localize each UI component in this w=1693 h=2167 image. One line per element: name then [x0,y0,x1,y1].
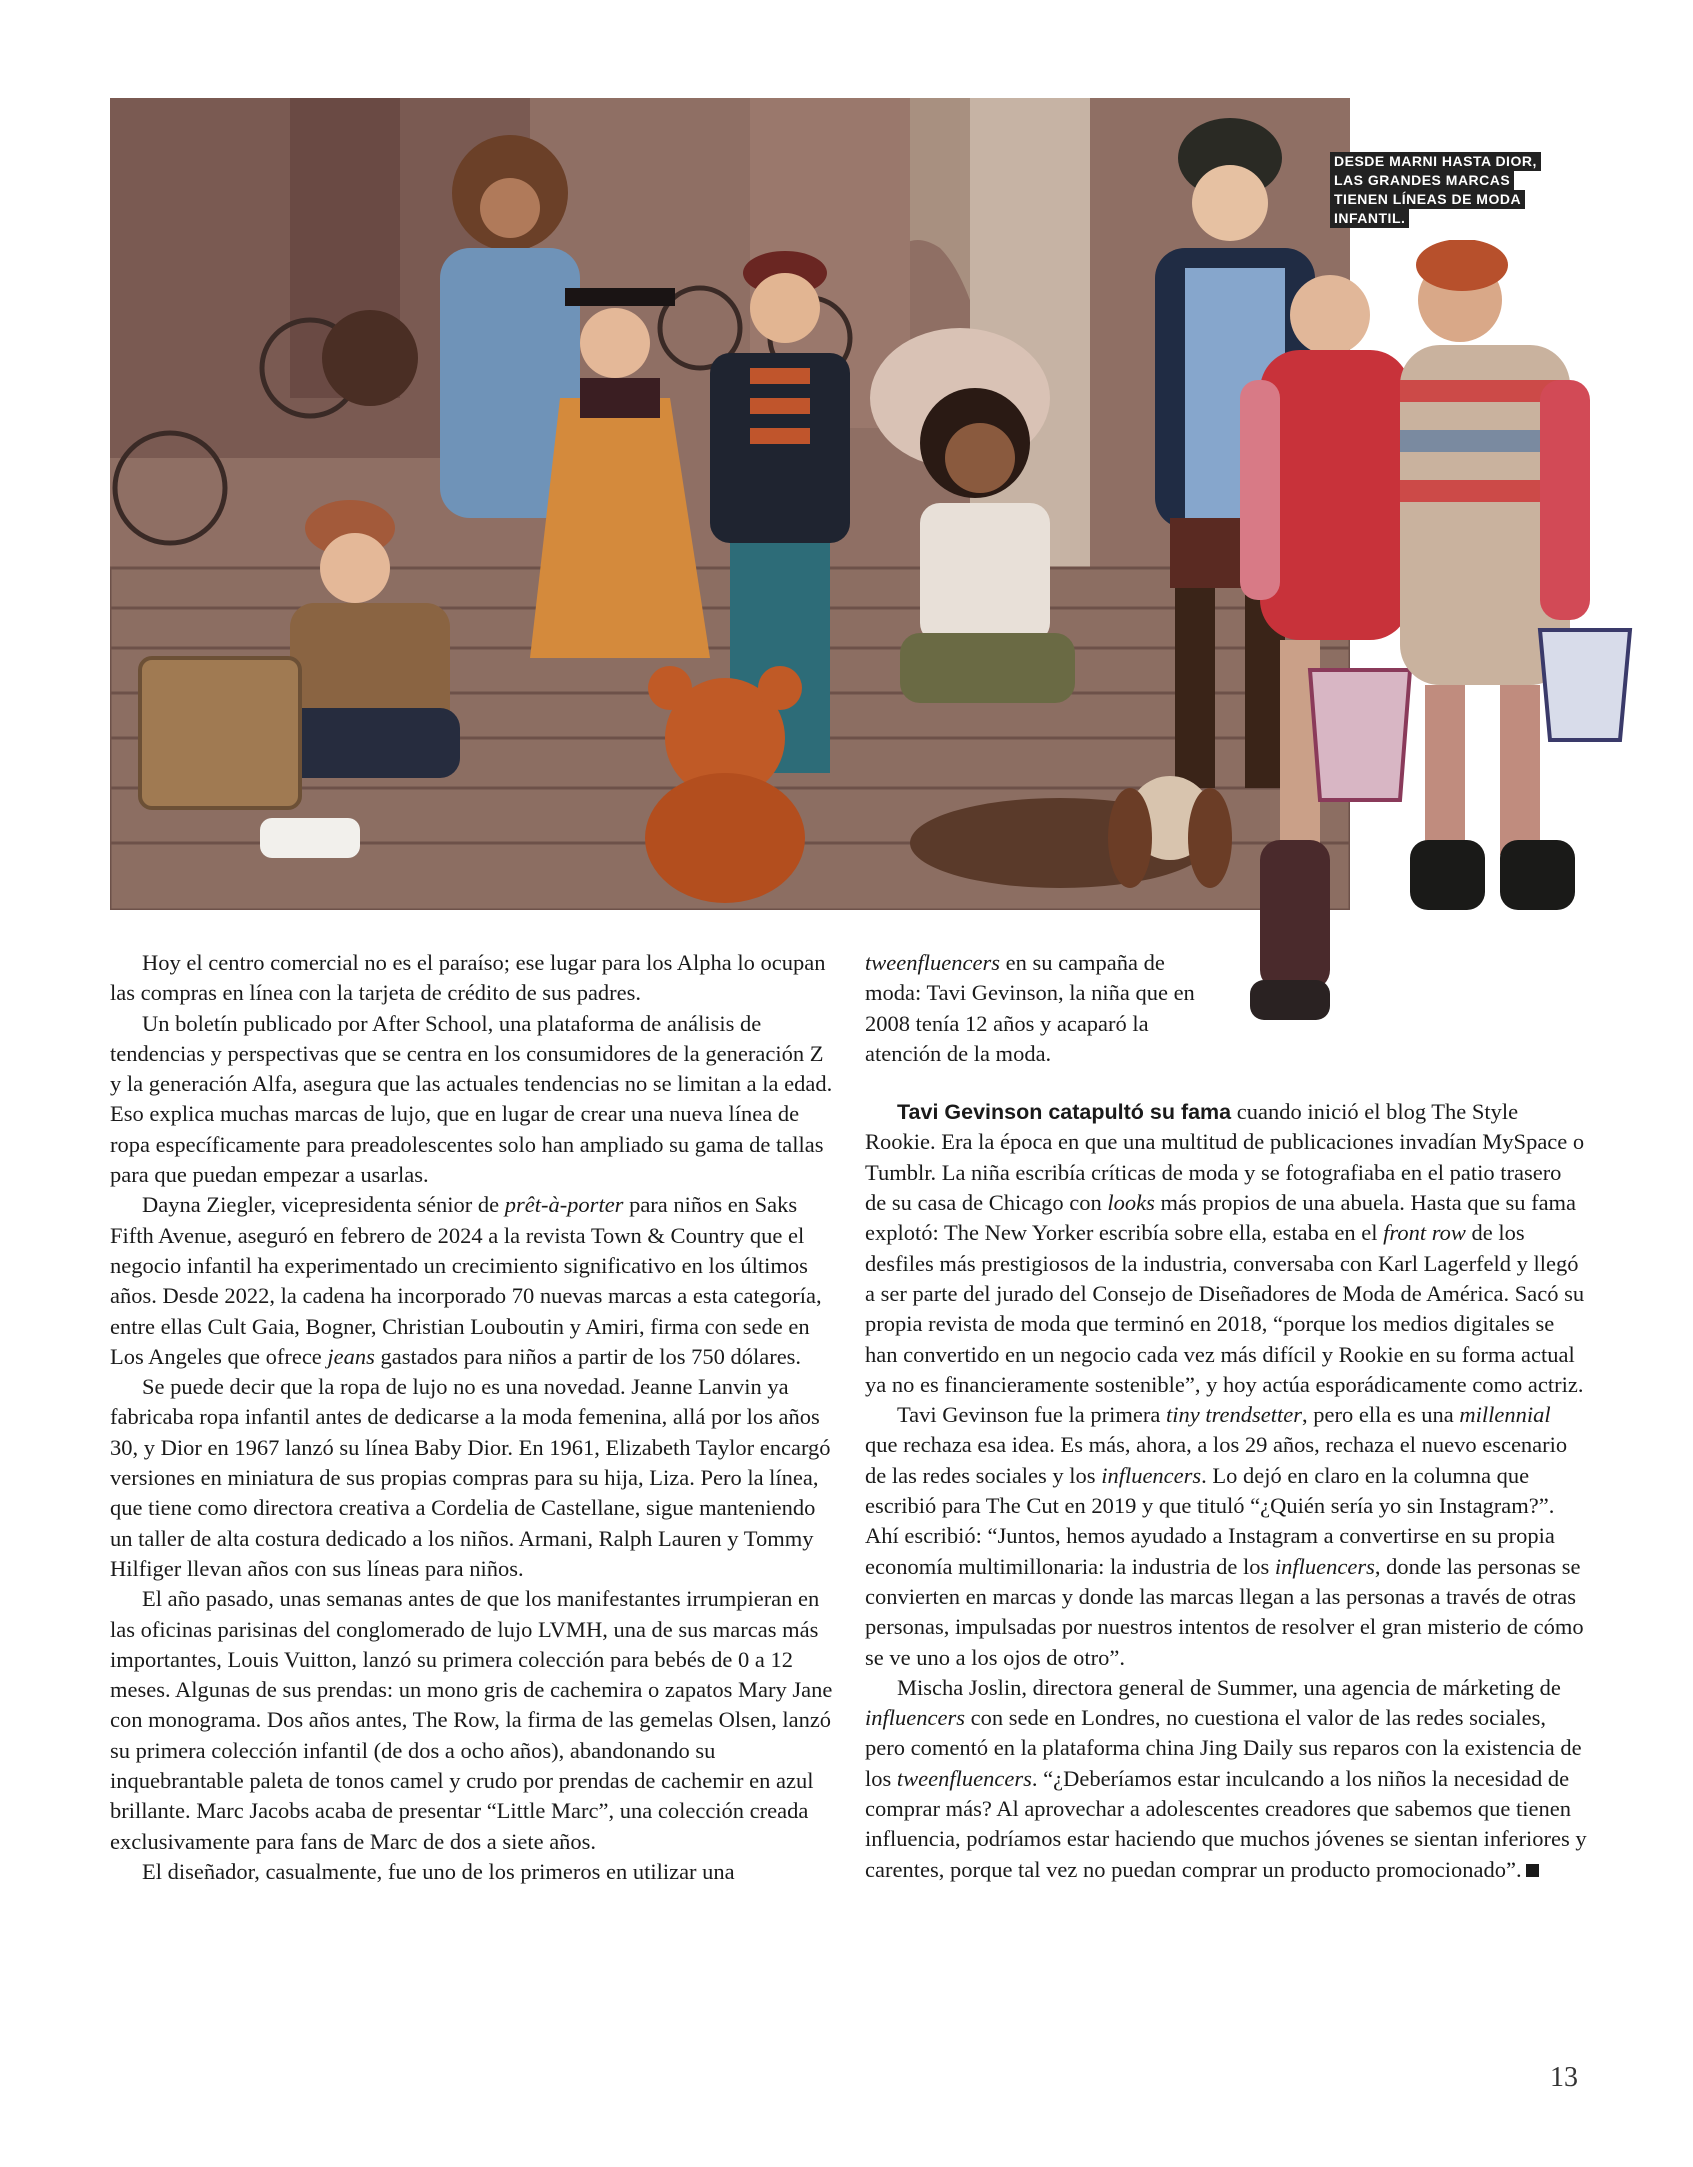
photo-caption [1330,152,1541,228]
paragraph: El diseñador, casualmente, fue uno de los primeros en utilizar una [142,1858,735,1884]
paragraph-continuation: tweenfluencers en su campaña de moda: Tavi Gevinson, la niña que en 2008 tenía 12 años y acaparó la atención de la moda. [865,950,1195,1066]
article-left-column [110,948,835,1887]
caption-line-2: LAS GRANDES MARCAS [1330,171,1514,190]
cutout-kids-image [1200,240,1650,1020]
article-right-column [865,948,1587,1885]
end-mark-icon [1526,1864,1539,1877]
page-number: 13 [1550,2062,1578,2093]
paragraph: Dayna Ziegler, vicepresidenta sénior de prêt-à-porter para niños en Saks Fifth Avenue, aseguró en febrero de 2024 a la revista Town & Country que el negocio infantil ha experimentado un crecimiento significativo en los últimos años. Desde 2022, la cadena ha incorporado 70 nuevas marcas a esta categoría, entre ellas Cult Gaia, Bogner, Christian Louboutin y Amiri, firma con sede en Los Angeles que ofrece jeans gastados para niños a partir de los 750 dólares. [110,1192,822,1369]
kids-fashion-photo [110,98,1350,910]
paragraph: Se puede decir que la ropa de lujo no es una novedad. Jeanne Lanvin ya fabricaba ropa infantil antes de dedicarse a la moda femenina, allá por los años 30, y Dior en 1967 lanzó su línea Baby Dior. En 1961, Elizabeth Taylor encargó versiones en miniatura de sus propias compras para su hija, Liza. Pero la línea, que tiene como directora creativa a Cordelia de Castellane, sigue manteniendo un taller de alta costura dedicado a los niños. Armani, Ralph Lauren y Tommy Hilfiger llevan años con sus líneas para niños. [110,1374,831,1581]
paragraph: Mischa Joslin, directora general de Summer, una agencia de márketing de influencers con sede en Londres, no cuestiona el valor de las redes sociales, pero comentó en la plataforma china Jing Daily sus reparos con la existencia de los tweenfluencers. “¿Deberíamos estar inculcando a los niños la necesidad de comprar más? Al aprovechar a adolescentes creadores que sabemos que tienen influencia, podríamos estar haciendo que muchos jóvenes se sientan inferiores y carentes, porque tal vez no puedan comprar un producto promocionado”. [865,1674,1587,1882]
paragraph: El año pasado, unas semanas antes de que los manifestantes irrumpieran en las oficinas parisinas del conglomerado de lujo LVMH, una de sus marcas más importantes, Louis Vuitton, lanzó su primera colección para bebés de 0 a 12 meses. Algunas de sus prendas: un mono gris de cachemira o zapatos Mary Jane con monograma. Dos años antes, The Row, la firma de las gemelas Olsen, lanzó su primera colección infantil (de dos a ocho años), abandonando su inquebrantable paleta de tonos camel y crudo por prendas de cachemir en azul brillante. Marc Jacobs acaba de presentar “Little Marc”, una colección creada exclusivamente para fans de Marc de dos a siete años. [110,1586,833,1854]
paragraph: Tavi Gevinson fue la primera tiny trendsetter, pero ella es una millennial que rechaza esa idea. Es más, ahora, a los 29 años, rechaza el nuevo escenario de las redes sociales y los influencers. Lo dejó en claro en la columna que escribió para The Cut en 2019 y que tituló “¿Quién sería yo sin Instagram?”. Ahí escribió: “Juntos, hemos ayudado a Instagram a convertirse en su propia economía multimillonaria: la industria de los influencers, donde las personas se convierten en marcas y donde las marcas llegan a las personas a través de otras personas, impulsadas por nuestros intentos de resolver el gran misterio de cómo se ve uno a los ojos de otro”. [865,1402,1584,1670]
paragraph: Tavi Gevinson catapultó su fama cuando inició el blog The Style Rookie. Era la época en que una multitud de publicaciones invadían MySpace o Tumblr. La niña escribía críticas de moda y se fotografiaba en el patio trasero de su casa de Chicago con looks más propios de una abuela. Hasta que su fama explotó: The New Yorker escribía sobre ella, estaba en el front row de los desfiles más prestigiosos de la industria, conversaba con Karl Lagerfeld y llegó a ser parte del jurado del Consejo de Diseñadores de Moda de América. Sacó su propia revista de moda que terminó en 2018, “porque los medios digitales se han convertido en un negocio cada vez más difícil y Rookie en su forma actual ya no es financieramente sostenible”, y hoy actúa esporádicamente como actriz. [865,1099,1585,1397]
section-lead: Tavi Gevinson catapultó su fama [897,1100,1232,1125]
caption-line-1: DESDE MARNI HASTA DIOR, [1330,152,1541,171]
caption-line-3: TIENEN LÍNEAS DE MODA [1330,190,1525,209]
paragraph: Hoy el centro comercial no es el paraíso; ese lugar para los Alpha lo ocupan las compras en línea con la tarjeta de crédito de sus padres. [110,950,826,1006]
caption-line-4: INFANTIL. [1330,209,1409,228]
paragraph: Un boletín publicado por After School, una plataforma de análisis de tendencias y perspectivas que se centra en los consumidores de la generación Z y la generación Alfa, asegura que las actuales tendencias no se limitan a la edad. Eso explica muchas marcas de lujo, que en lugar de crear una nueva línea de ropa específicamente para preadolescentes solo han ampliado su gama de tallas para que puedan empezar a usarlas. [110,1010,833,1188]
